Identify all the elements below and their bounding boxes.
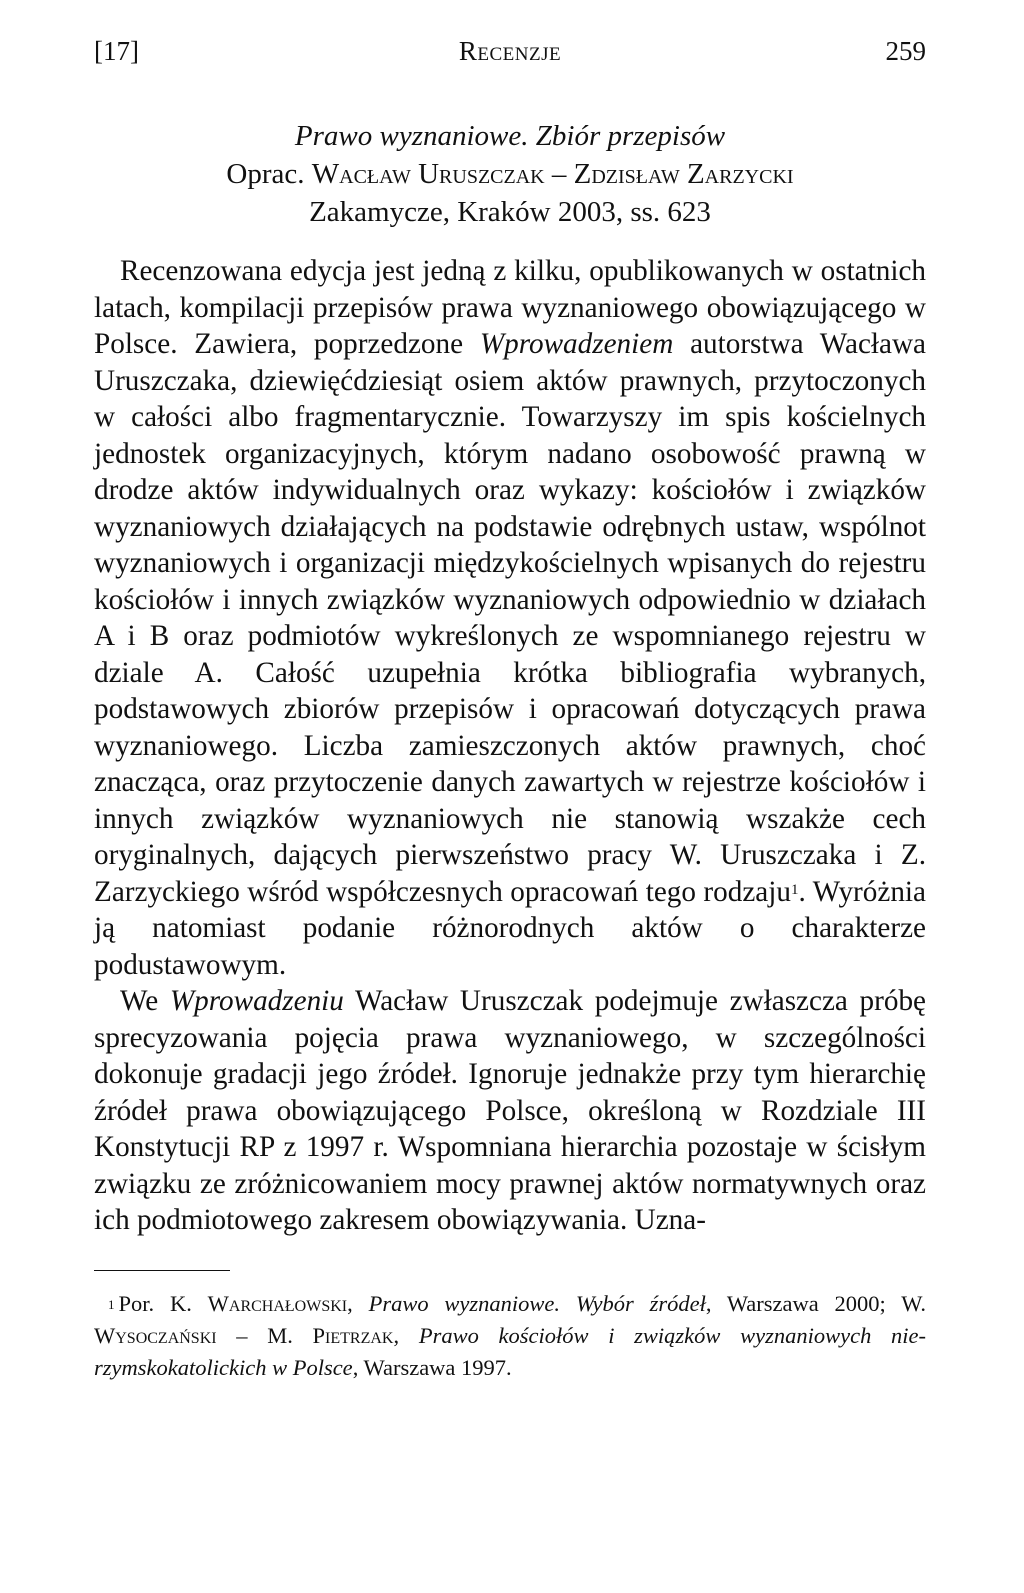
footnote-reference: 1 — [790, 881, 799, 898]
footnote-text: , — [347, 1291, 369, 1316]
book-authors — [94, 155, 926, 193]
footnote-author: Pietrzak — [312, 1323, 394, 1348]
paragraph-2-text-a: We — [120, 985, 170, 1017]
running-title: Recenzje — [458, 36, 562, 66]
author-separator: – — [544, 158, 574, 190]
footnote-1 — [94, 1288, 926, 1384]
paragraph-1-text-c: . Wyróżnia ją natomiast podanie różnorodnych aktów o charakterze podustawowym. — [94, 875, 926, 981]
paragraph-2-text-b: Wacław Uruszczak podejmuje zwłaszcza próbę sprecyzowania pojęcia prawa wyznaniowego, w szczególności dokonuje gradacji jego źródeł. Ignoruje jednakże przy tym hierarchię źródeł prawa obowiązującego Polsce, określoną w Rozdziale III Konstytucji RP z 1997 r. Wspomniana hierarchia pozostaje w ścisłym związku ze zróżnicowaniem mocy prawnej aktów normatywnych oraz ich podmiotowego zakresem obowiązywania. Uzna- — [94, 985, 926, 1236]
author-1: Wacław Uruszczak — [311, 158, 545, 190]
paragraph-1-text-a: Recenzowana edycja jest jedną z kilku, opublikowanych w ostatnich latach, kompilacji przepisów prawa wyznaniowego obowiązującego w Polsce. Zawiera, poprzedzone — [94, 255, 926, 360]
author-2: Zdzisław Zarzycki — [573, 158, 794, 190]
footnote-text: , Warszawa 2000; W. — [705, 1291, 927, 1316]
footnote-text: , — [393, 1323, 419, 1348]
footnote-text: – M. — [216, 1323, 313, 1348]
paragraph-2 — [94, 983, 926, 1239]
running-header — [94, 36, 926, 76]
footnote-work-title: Prawo kościołów i związków wyznaniowych nierzymskokatolickich w Polsce — [94, 1323, 927, 1380]
book-title: Prawo wyznaniowe. Zbiór przepisów — [294, 120, 726, 152]
paragraph-1-italic: Wprowadzeniem — [479, 328, 674, 360]
footnote-text: Por. K. — [118, 1291, 208, 1316]
footnote-author: Warchałowski — [207, 1291, 348, 1316]
paragraph-1-text-b: autorstwa Wacława Uruszczaka, dziewięćdziesiąt osiem aktów prawnych, przytoczonych w całości albo fragmentarycznie. Towarzyszy im spis kościelnych jednostek organizacyjnych, którym nadano osobowość prawną w drodze aktów indywidualnych oraz wykazy: kościołów i związków wyznaniowych działających na podstawie odrębnych ustaw, wspólnot wyznaniowych i organizacji międzykościelnych wpisanych do rejestru kościołów i innych związków wyznaniowych odpowiednio w działach A i B oraz podmiotów wykreślonych ze wspomnianego rejestru w dziale A. Całość uzupełnia krótka bibliografia wybranych, podstawowych zbiorów przepisów i opracowań dotyczących prawa wyznaniowego. Liczba zamieszczonych aktów prawnych, choć znacząca, oraz przytoczenie danych zawartych w rejestrze kościołów i innych związków wyznaniowych nie stanowią wszakże cech oryginalnych, dających pierwszeństwo pracy W. Uruszczaka i Z. Zarzyckiego wśród współczesnych opracowań tego rodzaju — [94, 328, 926, 908]
editor-label: Oprac. — [226, 158, 305, 190]
footnote-divider — [94, 1270, 230, 1271]
paragraph-1 — [94, 253, 926, 983]
footnote-mark: 1 — [108, 1297, 115, 1312]
book-imprint: Zakamycze, Kraków 2003, ss. 623 — [309, 196, 711, 228]
section-marker: [17] — [94, 36, 139, 66]
footnote-author: Wysoczański — [94, 1323, 217, 1348]
page-number: 259 — [885, 36, 926, 66]
book-reference — [94, 117, 926, 231]
footnote-work-title: Prawo wyznaniowe. Wybór źródeł — [368, 1291, 706, 1316]
review-body — [94, 253, 926, 1239]
footnote-text: , Warszawa 1997. — [352, 1355, 512, 1380]
paragraph-2-italic: Wprowadzeniu — [169, 985, 344, 1017]
